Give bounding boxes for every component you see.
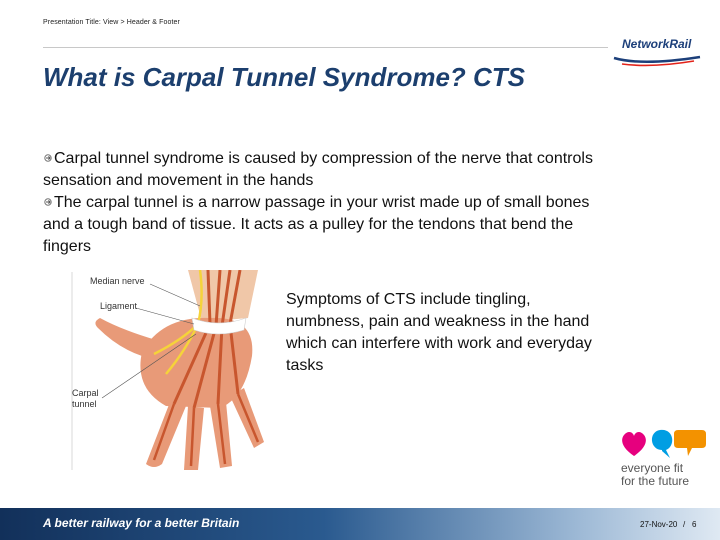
bullet-arrow-icon <box>43 153 53 163</box>
everyone-fit-line1: everyone fit <box>621 461 684 475</box>
ligament-label: Ligament <box>100 301 138 311</box>
slide-title: What is Carpal Tunnel Syndrome? CTS <box>43 62 526 92</box>
symptoms-text: Symptoms of CTS include tingling, numbness, pain and weakness in the hand which can interfere with work and everyday tasks <box>286 291 592 374</box>
footer-bar <box>0 508 720 540</box>
carpal-tunnel-label-line2: tunnel <box>72 399 97 409</box>
page-number: 6 <box>692 520 697 529</box>
footer-date: 27-Nov-20 <box>640 520 678 529</box>
median-nerve-label: Median nerve <box>90 276 145 286</box>
everyone-fit-text <box>621 462 689 488</box>
network-rail-logo <box>612 34 704 70</box>
bullet-list <box>43 148 613 258</box>
footer-slogan: A better railway for a better Britain <box>43 516 240 530</box>
everyone-fit-line2: for the future <box>621 474 690 488</box>
header-note: Presentation Title: View > Header & Footer <box>43 19 180 26</box>
network-rail-swoosh-icon <box>612 52 704 68</box>
carpal-tunnel-label-line1: Carpal <box>72 388 99 398</box>
bullet-item <box>43 192 613 258</box>
bullet-item <box>43 148 613 192</box>
header-rule <box>43 47 608 48</box>
bullet-text: The carpal tunnel is a narrow passage in your wrist made up of small bones and a tough band of tissue. It acts as a pulley for the tendons that bend the fingers <box>43 194 590 255</box>
bullet-arrow-icon <box>43 197 53 207</box>
speech-bubbles-icon <box>618 426 710 462</box>
footer-separator: / <box>683 520 686 529</box>
hand-anatomy-figure <box>70 270 285 470</box>
network-rail-logo-text: NetworkRail <box>622 37 692 51</box>
bullet-text: Carpal tunnel syndrome is caused by compression of the nerve that controls sensation and movement in the hands <box>43 150 593 189</box>
everyone-fit-logo <box>618 426 710 498</box>
hand-anatomy-illustration <box>70 270 285 470</box>
